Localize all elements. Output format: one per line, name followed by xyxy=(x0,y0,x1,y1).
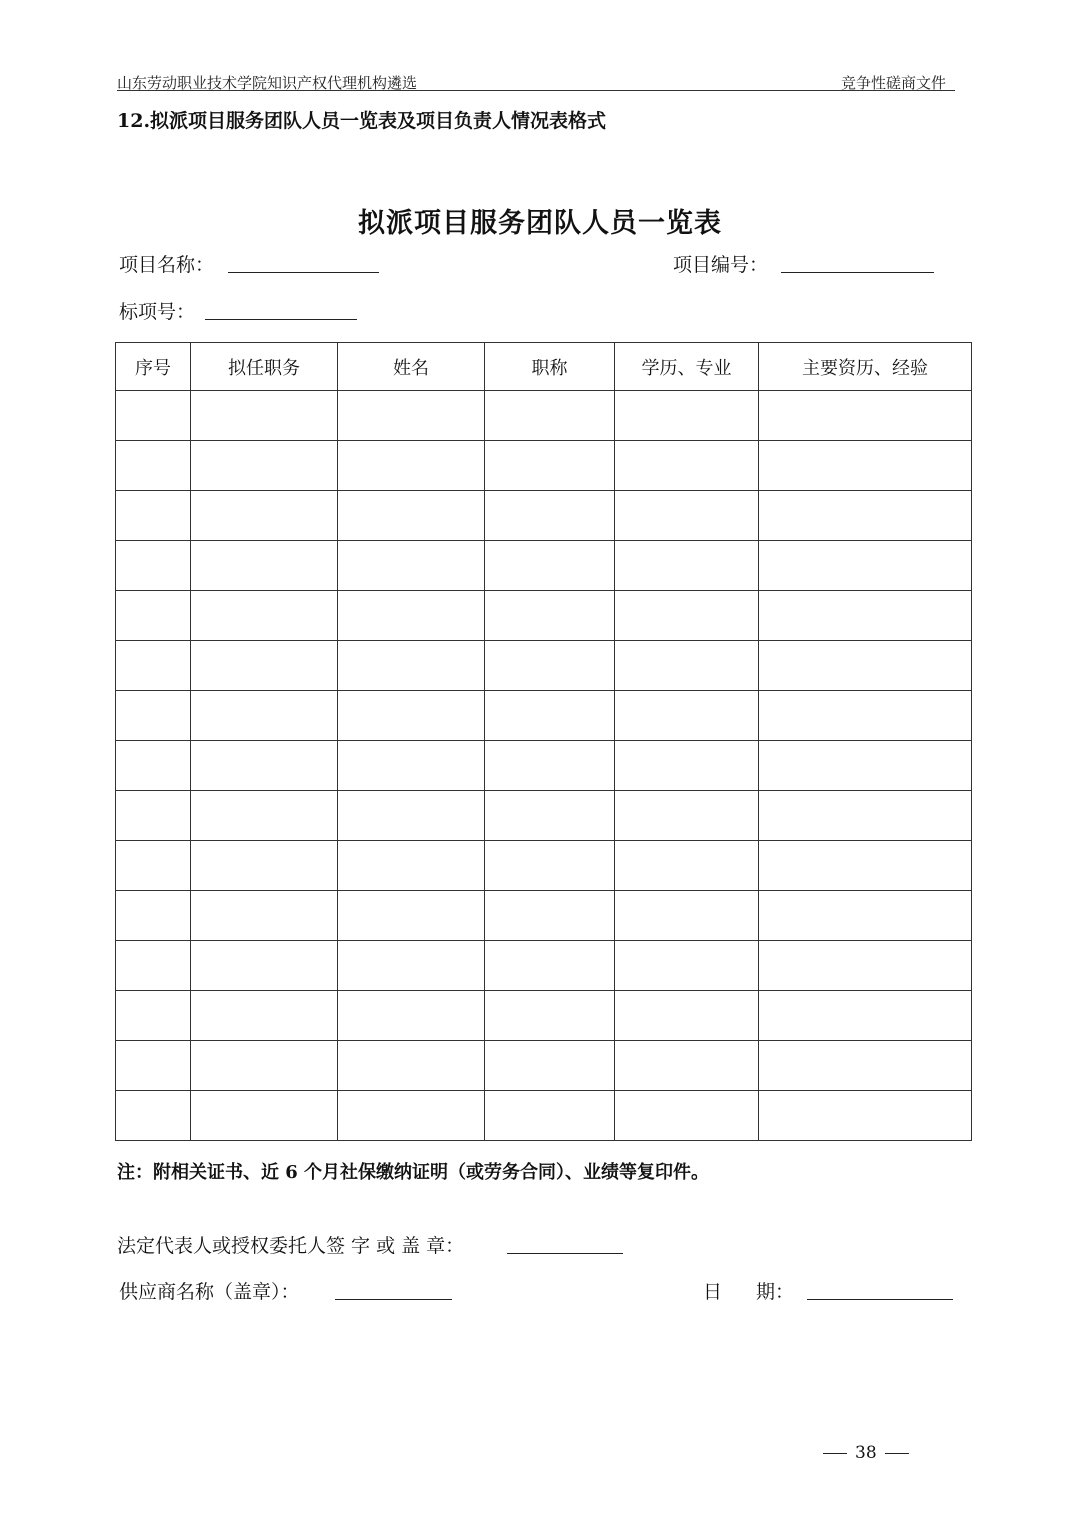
table-cell[interactable] xyxy=(485,841,615,891)
page-number-dash-right xyxy=(885,1453,909,1454)
table-cell[interactable] xyxy=(759,841,972,891)
table-cell[interactable] xyxy=(191,391,338,441)
table-row xyxy=(116,1091,972,1141)
legal-representative-signature-blank[interactable] xyxy=(507,1253,623,1254)
table-cell[interactable] xyxy=(116,691,191,741)
table-cell[interactable] xyxy=(191,541,338,591)
table-cell[interactable] xyxy=(338,791,485,841)
legal-representative-label: 法定代表人或授权委托人签 字 或 盖 章： xyxy=(117,1235,465,1257)
table-cell[interactable] xyxy=(485,1091,615,1141)
table-cell[interactable] xyxy=(191,891,338,941)
table-cell[interactable] xyxy=(615,441,759,491)
table-row xyxy=(116,791,972,841)
table-row xyxy=(116,1041,972,1091)
table-cell[interactable] xyxy=(615,1091,759,1141)
table-cell[interactable] xyxy=(338,941,485,991)
table-cell[interactable] xyxy=(338,741,485,791)
table-cell[interactable] xyxy=(759,891,972,941)
table-cell[interactable] xyxy=(338,491,485,541)
table-cell[interactable] xyxy=(759,491,972,541)
table-cell[interactable] xyxy=(759,1091,972,1141)
table-cell[interactable] xyxy=(338,891,485,941)
table-row xyxy=(116,541,972,591)
date-label: 日 期： xyxy=(703,1281,795,1303)
page-number-dash-left xyxy=(823,1453,847,1454)
table-cell[interactable] xyxy=(485,891,615,941)
table-cell[interactable] xyxy=(615,741,759,791)
table-row xyxy=(116,841,972,891)
table-cell[interactable] xyxy=(485,791,615,841)
table-cell[interactable] xyxy=(759,741,972,791)
table-cell[interactable] xyxy=(191,941,338,991)
table-cell[interactable] xyxy=(191,591,338,641)
table-row xyxy=(116,591,972,641)
lot-number-blank[interactable] xyxy=(205,319,357,320)
table-cell[interactable] xyxy=(116,491,191,541)
table-cell[interactable] xyxy=(191,841,338,891)
header-right-text: 竞争性磋商文件 xyxy=(841,74,947,92)
table-cell[interactable] xyxy=(485,941,615,991)
table-cell[interactable] xyxy=(338,691,485,741)
table-cell[interactable] xyxy=(615,841,759,891)
column-header-education: 学历、专业 xyxy=(615,343,759,391)
table-cell[interactable] xyxy=(759,991,972,1041)
table-cell[interactable] xyxy=(759,441,972,491)
table-cell[interactable] xyxy=(338,841,485,891)
table-cell[interactable] xyxy=(759,591,972,641)
header-left-text: 山东劳动职业技术学院知识产权代理机构遴选 xyxy=(117,74,418,92)
table-row xyxy=(116,891,972,941)
document-title: 拟派项目服务团队人员一览表 xyxy=(358,208,722,239)
table-cell[interactable] xyxy=(485,1041,615,1091)
table-cell[interactable] xyxy=(615,541,759,591)
table-cell[interactable] xyxy=(191,691,338,741)
page-number-value: 38 xyxy=(855,1443,877,1463)
table-cell[interactable] xyxy=(338,641,485,691)
table-cell[interactable] xyxy=(485,591,615,641)
table-cell[interactable] xyxy=(116,841,191,891)
table-cell[interactable] xyxy=(615,691,759,741)
table-cell[interactable] xyxy=(338,591,485,641)
project-number-blank[interactable] xyxy=(781,272,934,273)
table-cell[interactable] xyxy=(759,941,972,991)
header-divider xyxy=(117,90,955,91)
project-number-label: 项目编号： xyxy=(673,254,769,276)
table-cell[interactable] xyxy=(116,1041,191,1091)
table-cell[interactable] xyxy=(615,391,759,441)
date-blank[interactable] xyxy=(807,1299,953,1300)
table-cell[interactable] xyxy=(759,541,972,591)
page-number xyxy=(815,1443,917,1463)
table-row xyxy=(116,491,972,541)
table-cell[interactable] xyxy=(116,891,191,941)
table-cell[interactable] xyxy=(191,991,338,1041)
table-cell[interactable] xyxy=(116,641,191,691)
table-cell[interactable] xyxy=(116,941,191,991)
table-cell[interactable] xyxy=(338,991,485,1041)
table-cell[interactable] xyxy=(116,541,191,591)
table-cell[interactable] xyxy=(485,991,615,1041)
project-name-label: 项目名称： xyxy=(119,254,215,276)
table-cell[interactable] xyxy=(485,691,615,741)
table-cell[interactable] xyxy=(338,1091,485,1141)
table-cell[interactable] xyxy=(191,641,338,691)
section-title: 12.拟派项目服务团队人员一览表及项目负责人情况表格式 xyxy=(117,110,607,132)
table-cell[interactable] xyxy=(759,641,972,691)
table-cell[interactable] xyxy=(615,641,759,691)
table-cell[interactable] xyxy=(759,691,972,741)
table-row xyxy=(116,691,972,741)
table-cell[interactable] xyxy=(615,491,759,541)
table-cell[interactable] xyxy=(191,1041,338,1091)
table-row xyxy=(116,441,972,491)
table-cell[interactable] xyxy=(615,991,759,1041)
column-header-position: 拟任职务 xyxy=(191,343,338,391)
table-cell[interactable] xyxy=(485,641,615,691)
table-row xyxy=(116,641,972,691)
table-cell[interactable] xyxy=(615,791,759,841)
table-cell[interactable] xyxy=(191,441,338,491)
column-header-experience: 主要资历、经验 xyxy=(759,343,972,391)
column-header-name: 姓名 xyxy=(338,343,485,391)
table-cell[interactable] xyxy=(615,591,759,641)
team-roster-table xyxy=(115,342,972,1141)
table-cell[interactable] xyxy=(116,1091,191,1141)
table-cell[interactable] xyxy=(116,991,191,1041)
table-cell[interactable] xyxy=(485,491,615,541)
table-cell[interactable] xyxy=(116,791,191,841)
table-cell[interactable] xyxy=(116,441,191,491)
project-name-blank[interactable] xyxy=(228,272,379,273)
table-cell[interactable] xyxy=(338,441,485,491)
table-header-row xyxy=(116,343,972,391)
table-cell[interactable] xyxy=(759,791,972,841)
table-cell[interactable] xyxy=(759,391,972,441)
table-cell[interactable] xyxy=(116,391,191,441)
table-cell[interactable] xyxy=(485,391,615,441)
column-header-title: 职称 xyxy=(485,343,615,391)
table-row xyxy=(116,391,972,441)
table-cell[interactable] xyxy=(615,891,759,941)
column-header-seq: 序号 xyxy=(116,343,191,391)
table-cell[interactable] xyxy=(615,1041,759,1091)
table-cell[interactable] xyxy=(191,741,338,791)
table-cell[interactable] xyxy=(116,591,191,641)
table-cell[interactable] xyxy=(116,741,191,791)
table-row xyxy=(116,741,972,791)
table-cell[interactable] xyxy=(191,491,338,541)
table-row xyxy=(116,941,972,991)
lot-number-label: 标项号： xyxy=(119,301,196,323)
table-note: 注：附相关证书、近 6 个月社保缴纳证明（或劳务合同）、业绩等复印件。 xyxy=(117,1162,710,1183)
table-cell[interactable] xyxy=(485,541,615,591)
supplier-name-blank[interactable] xyxy=(335,1299,452,1300)
table-row xyxy=(116,991,972,1041)
supplier-name-label: 供应商名称（盖章）： xyxy=(119,1281,300,1303)
table-cell[interactable] xyxy=(759,1041,972,1091)
table-cell[interactable] xyxy=(338,391,485,441)
table-cell[interactable] xyxy=(191,791,338,841)
table-cell[interactable] xyxy=(338,1041,485,1091)
table-cell[interactable] xyxy=(615,941,759,991)
table-cell[interactable] xyxy=(191,1091,338,1141)
table-cell[interactable] xyxy=(485,441,615,491)
table-cell[interactable] xyxy=(338,541,485,591)
table-cell[interactable] xyxy=(485,741,615,791)
